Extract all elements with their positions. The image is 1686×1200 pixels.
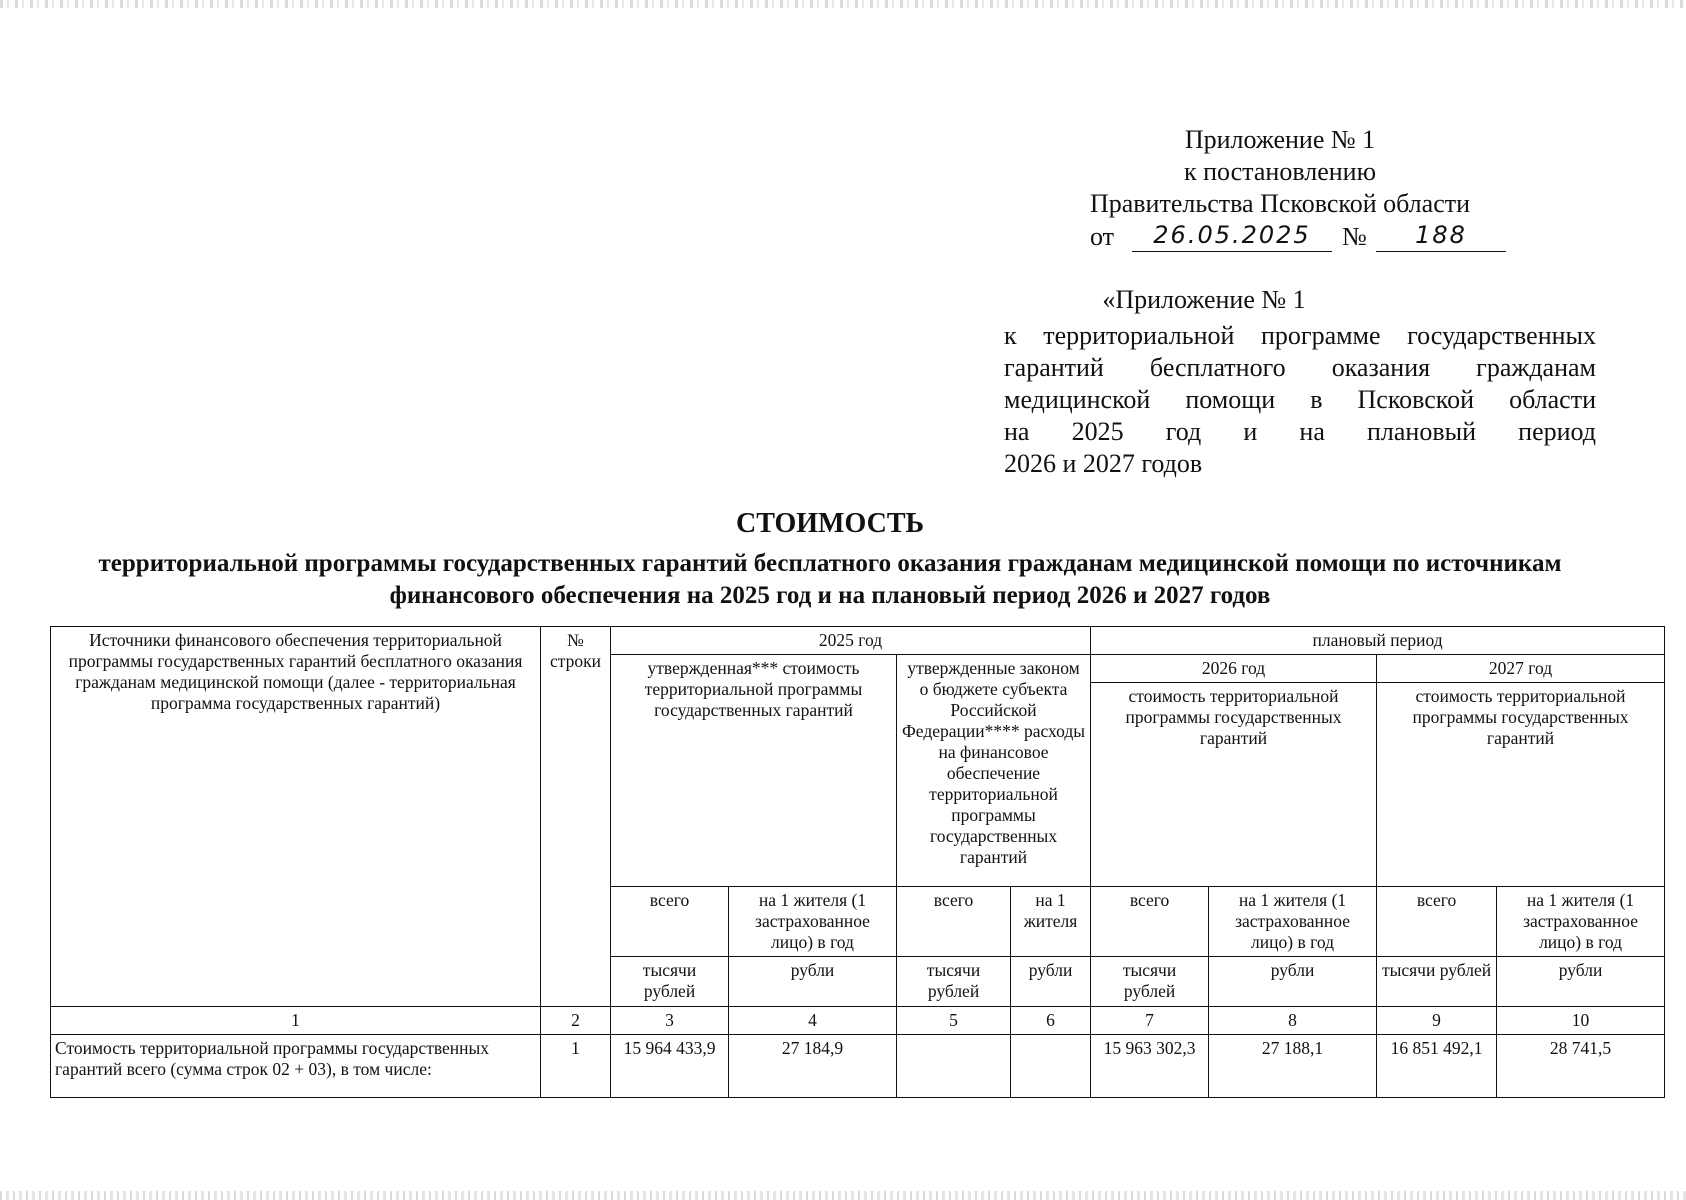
scan-edge-top <box>0 0 1686 8</box>
cell-2027-per-capita: 28 741,5 <box>1497 1035 1665 1098</box>
program-appendix-body <box>1004 320 1596 480</box>
cell-2025-approved-total: 15 964 433,9 <box>611 1035 729 1098</box>
handwritten-date: 26.05.2025 <box>1132 221 1332 252</box>
column-number: 3 <box>611 1007 729 1035</box>
handwritten-number: 188 <box>1376 221 1506 252</box>
subheader-per-capita: на 1 жителя (1 застрахованное лицо) в год <box>729 887 897 957</box>
column-number: 8 <box>1209 1007 1377 1035</box>
appendix-line: к постановлению <box>1183 157 1377 186</box>
header-year-2026: 2026 год <box>1091 655 1377 683</box>
cost-table <box>50 626 1665 1098</box>
program-appendix-line: медицинской помощи в Псковской области <box>1004 385 1596 414</box>
header-year-2025: 2025 год <box>611 627 1091 655</box>
column-number: 1 <box>51 1007 541 1035</box>
column-number: 6 <box>1011 1007 1091 1035</box>
resolution-appendix-header <box>1050 124 1510 220</box>
subheader-total: всего <box>611 887 729 957</box>
date-prefix: от <box>1090 222 1115 251</box>
document-title: СТОИМОСТЬ <box>735 508 925 539</box>
appendix-line: Приложение № 1 <box>1184 125 1376 154</box>
column-number: 9 <box>1377 1007 1497 1035</box>
unit-label: рубли <box>729 957 897 1007</box>
appendix-line: Правительства Псковской области <box>1089 189 1471 218</box>
header-budget-law: утвержденные законом о бюджете субъекта Российской Федерации**** расходы на финансовое обеспечение территориальной программы государственных гарантий <box>897 655 1091 887</box>
header-sources: Источники финансового обеспечения территориальной программы государственных гарантий бесплатного оказания гражданам медицинской помощи (далее - территориальная программа государственных гарантий) <box>51 627 541 1007</box>
header-year-2027: 2027 год <box>1377 655 1665 683</box>
header-cost-2026: стоимость территориальной программы государственных гарантий <box>1091 683 1377 887</box>
row-source-label: Стоимость территориальной программы государственных гарантий всего (сумма строк 02 + 03), в том числе: <box>51 1035 541 1098</box>
header-cost-2027: стоимость территориальной программы государственных гарантий <box>1377 683 1665 887</box>
cell-2025-budget-per-capita <box>1011 1035 1091 1098</box>
cell-2025-budget-total <box>897 1035 1011 1098</box>
unit-label: рубли <box>1497 957 1665 1007</box>
column-number: 5 <box>897 1007 1011 1035</box>
subheader-total: всего <box>1377 887 1497 957</box>
cell-2027-total: 16 851 492,1 <box>1377 1035 1497 1098</box>
program-appendix-line: гарантий бесплатного оказания гражданам <box>1004 353 1596 382</box>
unit-label: рубли <box>1209 957 1377 1007</box>
subheader-total: всего <box>897 887 1011 957</box>
subheader-per-capita: на 1 жителя (1 застрахованное лицо) в год <box>1209 887 1377 957</box>
resolution-date-number <box>1090 220 1510 256</box>
table-row <box>51 1035 1665 1098</box>
header-approved-cost: утвержденная*** стоимость территориальной программы государственных гарантий <box>611 655 897 887</box>
header-row-number: № строки <box>541 627 611 1007</box>
unit-label: тысячи рублей <box>611 957 729 1007</box>
unit-label: тысячи рублей <box>1377 957 1497 1007</box>
program-appendix-line: 2026 и 2027 годов <box>1004 449 1203 478</box>
scan-edge-bottom <box>0 1191 1686 1200</box>
program-appendix-title: «Приложение № 1 <box>1102 285 1306 314</box>
subheader-per-capita: на 1 жителя (1 застрахованное лицо) в год <box>1497 887 1665 957</box>
program-appendix-line: на 2025 год и на плановый период <box>1004 417 1596 446</box>
cell-2026-total: 15 963 302,3 <box>1091 1035 1209 1098</box>
column-number: 2 <box>541 1007 611 1035</box>
subheader-per-capita: на 1 жителя <box>1011 887 1091 957</box>
column-number: 4 <box>729 1007 897 1035</box>
unit-label: рубли <box>1011 957 1091 1007</box>
cell-2025-approved-per-capita: 27 184,9 <box>729 1035 897 1098</box>
subheader-total: всего <box>1091 887 1209 957</box>
document-subtitle: территориальной программы государственных гарантий бесплатного оказания гражданам медицинской помощи по источникам финансового обеспечения на 2025 год и на плановый период 2026 и 2027 годов <box>98 550 1562 609</box>
unit-label: тысячи рублей <box>1091 957 1209 1007</box>
header-planned-period: плановый период <box>1091 627 1665 655</box>
row-number: 1 <box>541 1035 611 1098</box>
column-number: 10 <box>1497 1007 1665 1035</box>
unit-label: тысячи рублей <box>897 957 1011 1007</box>
column-number: 7 <box>1091 1007 1209 1035</box>
program-appendix-line: к территориальной программе государственных <box>1004 321 1596 350</box>
number-sign: № <box>1342 222 1367 251</box>
cell-2026-per-capita: 27 188,1 <box>1209 1035 1377 1098</box>
